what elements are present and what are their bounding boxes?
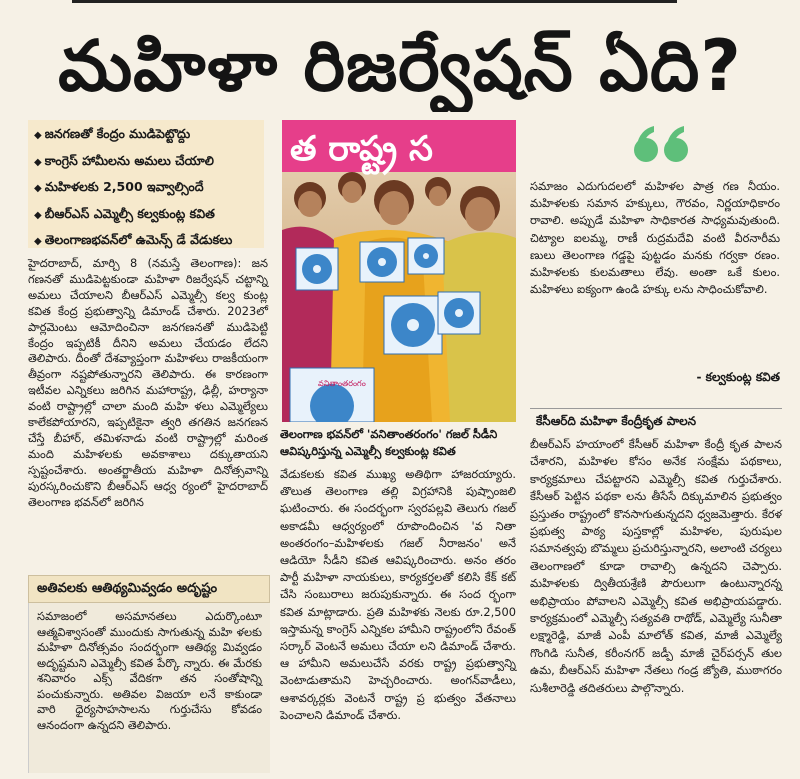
photo-caption: తెలంగాణ భవన్‌లో 'వనితాంతరంగం' గజల్ సీడీని ఆవిష్కరిస్తున్న ఎమ్మెల్సీ కల్వకుంట్ల కవిత [280,427,498,458]
box-body: సమాజంలో అసమానతలు ఎదుర్కొంటూ ఆత్మవిశ్వాసంతో ముందుకు సాగుతున్న మహి ళలకు మహిళా దినోత్సవం సందర్భంగా ఆతిథ్య మివ్వడం అదృష్టమని ఎమ్మెల్సీ కవిత పేర్కొ న్నారు. ఈ మేరకు శనివారం ఎక్స్ వేదికగా తన సంతోషాన్ని పంచుకున్నారు. అతివల విజయా లనే కాకుండా వారి ధైర్యసాహసాలను గుర్తుచేసు కోవడం ఆనందంగా ఉన్నదని తెలిపారు. [28,603,270,773]
quote-attribution: - కల్వకుంట్ల కవిత [696,370,780,384]
quote-mark-icon [632,122,692,166]
box-subheading: అతివలకు ఆతిథ్యమివ్వడం అదృష్టం [28,575,270,603]
bullet-box [28,120,264,248]
diamond-bullet-icon: ◆ [34,130,42,141]
headline: మహిళా రిజర్వేషన్ ఏది? [58,25,742,107]
event-photo [282,120,516,422]
right-column-body: బీఆర్ఎస్ హయాంలో కేసీఆర్ మహిళా కేంద్రీ కృత పాలన చేశారని, మహిళల కోసం అనేక సంక్షేమ పథకాలు, కార్యక్రమాలు చేపట్టారని ఎమ్మెల్సీ కవిత గుర్తుచేశారు. కేసీఆర్ పెట్టిన పథకా లను తీసేసే దిక్కుమాలిన ప్రభుత్వం ప్రస్తుతం రాష్ట్రంలో కొనసాగుతున్నదని ధ్వజమెత్తారు. కేరళ ప్రభుత్వ పాఠ్య పుస్తకాల్లో మహిళల, పురుషుల సమానత్వపు బొమ్మలు ప్రచురిస్తున్నారని, అలాంటి చర్యలు తెలంగాణలో కూడా రావాల్సి ఉన్నదని చెప్పారు. మహిళలకు ద్వితీయశ్రేణి పౌరులుగా ఉంటున్నారన్న అభిప్రాయం పోవాలని ఎమ్మెల్సీ కవిత అభిప్రాయపడ్డారు. కార్యక్రమంలో ఎమ్మెల్సీ సత్యవతి రాథోడ్, ఎమ్మెల్యే సునీతా లక్ష్మారెడ్డి, మాజీ ఎంపీ మాలోత్ కవిత, మాజీ ఎమ్మెల్యే గొంగిడి సునీత, కరీంనగర్ జడ్పీ మాజీ చైర్‌పర్సన్ తుల ఉమ, బీఆర్ఎస్ మహిళా నేతలు గండ్ర జ్యోతి, ముఠాగరం సుశీలారెడ్డి తదితరులు పాల్గొన్నారు. [530,437,782,695]
left-column-body: హైదరాబాద్, మార్చి 8 (నమస్తే తెలంగాణ): జన గణనతో ముడిపెట్టకుండా మహిళా రిజర్వేషన్ చట్టాన్ని అమలు చేయాలని బీఆర్ఎస్ ఎమ్మెల్సీ కల్వ కుంట్ల కవిత కేంద్ర ప్రభుత్వాన్ని డిమాండ్ చేశారు. 2023లో పార్లమెంటు ఆమోదించినా జనగణనతో ముడిపెట్టి కేంద్రం ఇప్పటికీ దీనిని అమలు చేయడం లేదని తెలిపారు. దీంతో దేశవ్యాప్తంగా మహిళలు రాజకీయంగా తీవ్రంగా నష్టపోతున్నారని తెలిపారు. ఈ కారణంగా ఇటీవల ఎన్నికలు జరిగిన మహారాష్ట్ర, ఢిల్లీ, హర్యానా వంటి రాష్ట్రాల్లో చాలా మంది మహి ళలు ఎమ్మెల్యేలు కాలేకపోయారని, ఇప్పటికైనా త్వరి తగతిన జనగణన చేస్తే బీహార్, తమిళనాడు వంటి రాష్ట్రాల్లో మరింత మంది మహిళలకు అవకాశాలు దక్కుతాయని స్పష్టంచేశారు. అంతర్జాతీయ మహిళా దినోత్సవాన్ని పురస్కరించుకొని బీఆర్ఎస్ ఆధ్వ ర్యంలో హైదరాబాద్ తెలంగాణ భవన్‌లో జరిగిన [28,256,268,509]
banner-text: త రాష్ట్ర స [290,129,433,169]
diamond-bullet-icon: ◆ [34,209,42,221]
bullet-item: ◆ మహిళలకు 2,500 ఇవ్వాల్సిందే [34,179,204,194]
diamond-bullet-icon: ◆ [34,183,42,194]
bullet-item: ◆ తెలంగాణభవన్‌లో ఉమెన్స్ డే వేడుకలు [34,232,233,247]
diamond-bullet-icon: ◆ [34,156,42,168]
bullet-item: ◆ జనగణతో కేంద్రం ముడిపెట్టొద్దు [34,126,191,141]
bullet-item: ◆ బీఆర్ఎస్ ఎమ్మెల్సీ కల్వకుంట్ల కవిత [34,205,215,221]
diamond-bullet-icon: ◆ [34,236,42,247]
middle-column-body: వేడుకలకు కవిత ముఖ్య అతిథిగా హాజరయ్యారు. తొలుత తెలంగాణ తల్లి విగ్రహానికి పుష్పాంజలి ఘటించారు. ఈ సందర్భంగా స్వరపల్లవి తెలుగు గజల్ అకాడమీ ఆధ్వర్యంలో రూపొందించిన 'వ నితా అంతరంగం–మహిళలకు గజల్ నీరాజనం' అనే ఆడియో సీడీని కవిత ఆవిష్కరించారు. అనం తరం పార్టీ మహిళా నాయకులు, కార్యకర్తలతో కలిసి కేక్ కట్ చేసి సంబురాలు జరుపుకున్నారు. ఈ సంద ర్భంగా కవిత మాట్లాడారు. ప్రతి మహిళకు నెలకు రూ.2,500 ఇస్తామన్న కాంగ్రెస్ ఎన్నికల హామీని రాష్ట్రంలోని రేవంత్ సర్కార్ వెంటనే అమలు చేయా లని డిమాండ్ చేశారు. ఆ హామీని అమలుచేసే వరకు రాష్ట్ర ప్రభుత్వాన్ని వెంటాడుతామని హెచ్చరించారు. అంగన్‌వాడీలు, ఆశావర్కర్లకు వెంటనే రాష్ట్ర ప్ర భుత్వం వేతనాలు పెంచాలని డిమాండ్ చేశారు. [280,467,516,722]
photo-illustration [282,120,516,422]
bullet-item: ◆ కాంగ్రెస్ హామీలను అమలు చేయాలి [34,152,214,168]
quote-body: సమాజం ఎదుగుదలలో మహిళల పాత్ర గణ నీయం. మహిళలకు సమాన హక్కులు, గౌరవం, నిర్ణయాధికారం రావాలి. అప్పుడే మహిళా సాధికారత సాధ్యమవుతుంది. చిట్యాల ఐలమ్మ, రాణీ రుద్రమదేవి వంటి వీరనారీమ ణులు తెలంగాణ గడ్డపై పుట్టడం మనకు గర్వకా రణం. మహిళలకు కులమతాలు లేవు. అంతా ఒకే కులం. మహిళలు ఐక్యంగా ఉండి హక్కు లను సాధించుకోవాలి. [530,179,780,297]
cd-label: వనితాంతరంగం [318,379,366,388]
section-heading: కేసీఆర్‌ది మహిళా కేంద్రీకృత పాలన [530,408,782,430]
top-rule [72,0,677,3]
